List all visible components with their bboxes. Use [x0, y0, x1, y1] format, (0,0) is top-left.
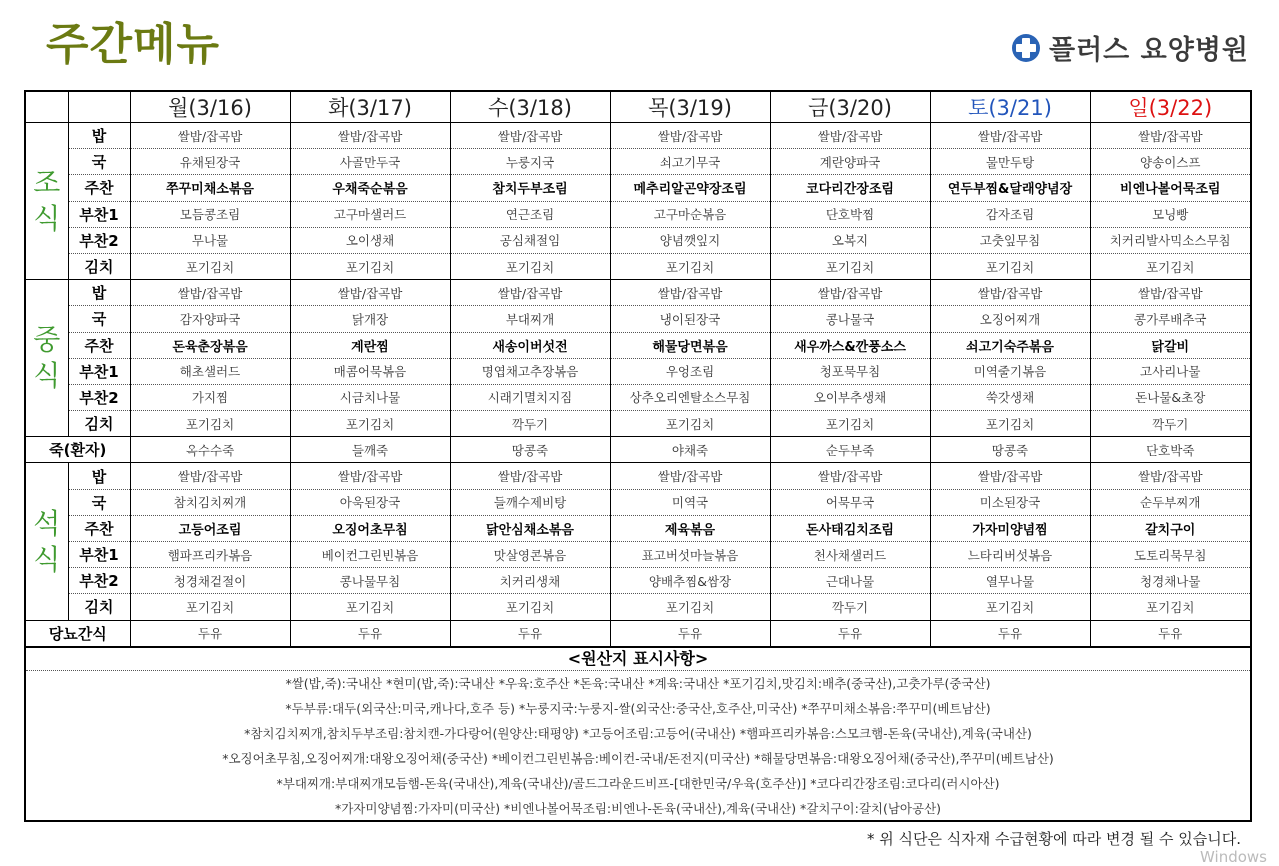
menu-cell: 쌀밥/잡곡밥 [1090, 123, 1250, 149]
table-row [26, 253, 1250, 279]
menu-cell: 닭개장 [290, 306, 450, 332]
table-row [26, 201, 1250, 227]
menu-cell: 청경채나물 [1090, 568, 1250, 594]
menu-cell: 청포묵무침 [770, 358, 930, 384]
table-row [26, 437, 1250, 463]
menu-cell: 새우까스&깐풍소스 [770, 332, 930, 358]
menu-cell: 닭갈비 [1090, 332, 1250, 358]
origin-title: <원산지 표시사항> [26, 648, 1250, 671]
menu-cell: 두유 [450, 620, 610, 646]
menu-cell: 포기김치 [930, 253, 1090, 279]
menu-cell: 들깨죽 [290, 437, 450, 463]
menu-cell: 가지찜 [130, 384, 290, 410]
menu-cell: 양배추찜&쌈장 [610, 568, 770, 594]
menu-cell: 고사리나물 [1090, 358, 1250, 384]
category-label: 부찬2 [68, 227, 130, 253]
menu-cell: 깍두기 [770, 594, 930, 620]
menu-cell: 계란찜 [290, 332, 450, 358]
menu-cell: 연두부찜&달래양념장 [930, 175, 1090, 201]
origin-line: *두부류:대두(외국산:미국,캐나다,호주 등) *누룽지국:누룽지-쌀(외국산:중국산,호주산,미국산) *쭈꾸미채소볶음:쭈꾸미(베트남산) [285, 700, 991, 716]
category-label: 김치 [68, 411, 130, 437]
menu-cell: 깍두기 [450, 411, 610, 437]
menu-cell: 쌀밥/잡곡밥 [450, 463, 610, 489]
menu-cell: 두유 [1090, 620, 1250, 646]
menu-cell: 포기김치 [290, 253, 450, 279]
menu-cell: 콩가루배추국 [1090, 306, 1250, 332]
menu-cell: 치커리생채 [450, 568, 610, 594]
hospital-brand [1011, 28, 1249, 67]
menu-cell: 천사채샐러드 [770, 542, 930, 568]
menu-cell: 포기김치 [930, 594, 1090, 620]
table-row [26, 542, 1250, 568]
menu-cell: 시래기멸치지짐 [450, 384, 610, 410]
menu-cell: 갈치구이 [1090, 515, 1250, 541]
menu-cell: 들깨수제비탕 [450, 489, 610, 515]
menu-cell: 사골만두국 [290, 149, 450, 175]
table-row [26, 149, 1250, 175]
menu-cell: 느타리버섯볶음 [930, 542, 1090, 568]
menu-cell: 쌀밥/잡곡밥 [290, 280, 450, 306]
menu-cell: 베이컨그린빈볶음 [290, 542, 450, 568]
table-row [26, 384, 1250, 410]
menu-cell: 도토리묵무침 [1090, 542, 1250, 568]
menu-cell: 쌀밥/잡곡밥 [290, 123, 450, 149]
header-blank-category [68, 92, 130, 123]
menu-cell: 열무나물 [930, 568, 1090, 594]
table-row [26, 280, 1250, 306]
menu-cell: 냉이된장국 [610, 306, 770, 332]
menu-cell: 쌀밥/잡곡밥 [610, 463, 770, 489]
day-header: 월(3/16) [130, 92, 290, 123]
origin-section [26, 647, 1250, 821]
menu-cell: 쌀밥/잡곡밥 [1090, 280, 1250, 306]
menu-cell: 오이생채 [290, 227, 450, 253]
menu-cell: 쌀밥/잡곡밥 [450, 123, 610, 149]
menu-cell: 두유 [930, 620, 1090, 646]
category-label: 김치 [68, 594, 130, 620]
table-row [26, 411, 1250, 437]
menu-cell: 미역줄기볶음 [930, 358, 1090, 384]
menu-cell: 단호박찜 [770, 201, 930, 227]
menu-cell: 콩나물국 [770, 306, 930, 332]
menu-cell: 청경채겉절이 [130, 568, 290, 594]
menu-cell: 두유 [610, 620, 770, 646]
origin-line: *부대찌개:부대찌개모듬햄-돈육(국내산),계육(국내산)/골드그라운드비프-[대한민국/우육(호주산)] *코다리간장조림:코다리(러시아산) [276, 775, 1000, 791]
menu-cell: 근대나물 [770, 568, 930, 594]
table-row [26, 568, 1250, 594]
menu-cell: 오이부추생채 [770, 384, 930, 410]
page-title: 주간메뉴 [46, 19, 221, 70]
table-row [26, 332, 1250, 358]
meal-label: 당뇨간식 [26, 620, 130, 646]
menu-cell: 오복지 [770, 227, 930, 253]
table-row [26, 515, 1250, 541]
menu-cell: 쌀밥/잡곡밥 [610, 123, 770, 149]
menu-cell: 땅콩죽 [450, 437, 610, 463]
menu-cell: 모듬콩조림 [130, 201, 290, 227]
day-header: 화(3/17) [290, 92, 450, 123]
windows-watermark: Windows [1200, 848, 1267, 866]
menu-cell: 돈사태김치조림 [770, 515, 930, 541]
category-label: 부찬1 [68, 201, 130, 227]
category-label: 주찬 [68, 175, 130, 201]
menu-cell: 포기김치 [1090, 594, 1250, 620]
menu-cell: 감자양파국 [130, 306, 290, 332]
menu-cell: 부대찌개 [450, 306, 610, 332]
menu-cell: 상추오리엔탈소스무침 [610, 384, 770, 410]
menu-cell: 쌀밥/잡곡밥 [130, 463, 290, 489]
menu-cell: 순두부죽 [770, 437, 930, 463]
origin-line: *쌀(밥,죽):국내산 *현미(밥,죽):국내산 *우육:호주산 *돈육:국내산 *계육:국내산 *포기김치,맛김치:배추(중국산),고춧가루(중국산) [285, 675, 991, 691]
menu-cell: 땅콩죽 [930, 437, 1090, 463]
menu-cell: 어묵무국 [770, 489, 930, 515]
menu-cell: 쑥갓생채 [930, 384, 1090, 410]
category-label: 밥 [68, 123, 130, 149]
menu-cell: 코다리간장조림 [770, 175, 930, 201]
menu-cell: 야채죽 [610, 437, 770, 463]
menu-cell: 포기김치 [130, 253, 290, 279]
category-label: 국 [68, 489, 130, 515]
menu-cell: 쌀밥/잡곡밥 [770, 280, 930, 306]
menu-cell: 시금치나물 [290, 384, 450, 410]
table-row [26, 306, 1250, 332]
menu-cell: 감자조림 [930, 201, 1090, 227]
menu-cell: 무나물 [130, 227, 290, 253]
meal-label: 죽(환자) [26, 437, 130, 463]
menu-cell: 쌀밥/잡곡밥 [930, 123, 1090, 149]
menu-cell: 쌀밥/잡곡밥 [930, 463, 1090, 489]
menu-cell: 깍두기 [1090, 411, 1250, 437]
menu-cell: 두유 [770, 620, 930, 646]
menu-cell: 햄파프리카볶음 [130, 542, 290, 568]
menu-cell: 매콤어묵볶음 [290, 358, 450, 384]
day-header: 목(3/19) [610, 92, 770, 123]
menu-cell: 누룽지국 [450, 149, 610, 175]
menu-cell: 메추리알곤약장조림 [610, 175, 770, 201]
menu-cell: 순두부찌개 [1090, 489, 1250, 515]
category-label: 부찬2 [68, 384, 130, 410]
menu-cell: 아욱된장국 [290, 489, 450, 515]
table-row [26, 463, 1250, 489]
table-row [26, 175, 1250, 201]
menu-cell: 모닝빵 [1090, 201, 1250, 227]
menu-cell: 고춧잎무침 [930, 227, 1090, 253]
menu-cell: 쌀밥/잡곡밥 [290, 463, 450, 489]
category-label: 밥 [68, 280, 130, 306]
menu-cell: 돈나물&초장 [1090, 384, 1250, 410]
category-label: 국 [68, 306, 130, 332]
menu-cell: 포기김치 [610, 594, 770, 620]
table-row [26, 620, 1250, 646]
meal-label: 중식 [26, 280, 68, 437]
menu-cell: 양송이스프 [1090, 149, 1250, 175]
origin-line: *참치김치찌개,참치두부조림:참치캔-가다랑어(원양산:태평양) *고등어조림:고등어(국내산) *햄파프리카볶음:스모크햄-돈육(국내산),계육(국내산) [244, 725, 1032, 741]
menu-cell: 제육볶음 [610, 515, 770, 541]
category-label: 부찬2 [68, 568, 130, 594]
menu-cell: 포기김치 [450, 253, 610, 279]
menu-cell: 쌀밥/잡곡밥 [930, 280, 1090, 306]
menu-cell: 두유 [130, 620, 290, 646]
menu-cell: 쭈꾸미채소볶음 [130, 175, 290, 201]
menu-cell: 표고버섯마늘볶음 [610, 542, 770, 568]
menu-cell: 포기김치 [930, 411, 1090, 437]
table-row [26, 594, 1250, 620]
menu-cell: 비엔나볼어묵조림 [1090, 175, 1250, 201]
menu-cell: 포기김치 [450, 594, 610, 620]
menu-cell: 참치두부조림 [450, 175, 610, 201]
menu-cell: 돈육춘장볶음 [130, 332, 290, 358]
menu-cell: 포기김치 [290, 411, 450, 437]
menu-cell: 오징어초무침 [290, 515, 450, 541]
day-header: 일(3/22) [1090, 92, 1250, 123]
menu-cell: 고등어조림 [130, 515, 290, 541]
menu-cell: 공심채절임 [450, 227, 610, 253]
category-label: 주찬 [68, 332, 130, 358]
menu-cell: 포기김치 [130, 594, 290, 620]
meal-label: 조식 [26, 123, 68, 280]
origin-line: *오징어초무침,오징어찌개:대왕오징어채(중국산) *베이컨그린빈볶음:베이컨-국내/돈전지(미국산) *해물당면볶음:대왕오징어채(중국산),쭈꾸미(베트남산) [222, 750, 1054, 766]
medical-cross-icon [1011, 33, 1041, 63]
menu-cell: 단호박죽 [1090, 437, 1250, 463]
menu-cell: 포기김치 [610, 253, 770, 279]
menu-cell: 양념깻잎지 [610, 227, 770, 253]
day-header: 수(3/18) [450, 92, 610, 123]
menu-cell: 우엉조림 [610, 358, 770, 384]
day-header: 금(3/20) [770, 92, 930, 123]
menu-cell: 계란양파국 [770, 149, 930, 175]
menu-cell: 물만두탕 [930, 149, 1090, 175]
category-label: 부찬1 [68, 542, 130, 568]
menu-cell: 쌀밥/잡곡밥 [450, 280, 610, 306]
origin-line: *가자미양념찜:가자미(미국산) *비엔나볼어묵조림:비엔나-돈육(국내산),계육(국내산) *갈치구이:갈치(남아공산) [334, 800, 942, 816]
menu-cell: 해물당면볶음 [610, 332, 770, 358]
menu-cell: 쌀밥/잡곡밥 [770, 123, 930, 149]
table-row [26, 227, 1250, 253]
menu-cell: 포기김치 [770, 411, 930, 437]
menu-cell: 쇠고기숙주볶음 [930, 332, 1090, 358]
menu-cell: 새송이버섯전 [450, 332, 610, 358]
menu-cell: 포기김치 [1090, 253, 1250, 279]
menu-cell: 포기김치 [610, 411, 770, 437]
menu-cell: 두유 [290, 620, 450, 646]
menu-cell: 미역국 [610, 489, 770, 515]
day-header: 토(3/21) [930, 92, 1090, 123]
menu-cell: 고구마샐러드 [290, 201, 450, 227]
menu-cell: 명엽채고추장볶음 [450, 358, 610, 384]
menu-cell: 콩나물무침 [290, 568, 450, 594]
category-label: 부찬1 [68, 358, 130, 384]
menu-cell: 닭안심채소볶음 [450, 515, 610, 541]
footnote: * 위 식단은 식자재 수급현황에 따라 변경 될 수 있습니다. [867, 830, 1241, 848]
menu-cell: 포기김치 [770, 253, 930, 279]
menu-cell: 쇠고기무국 [610, 149, 770, 175]
category-label: 주찬 [68, 515, 130, 541]
header-blank [26, 92, 68, 123]
menu-cell: 해초샐러드 [130, 358, 290, 384]
menu-cell: 쌀밥/잡곡밥 [130, 280, 290, 306]
menu-cell: 맛살영콘볶음 [450, 542, 610, 568]
category-label: 김치 [68, 253, 130, 279]
menu-cell: 우채죽순볶음 [290, 175, 450, 201]
menu-cell: 치커리발사믹소스무침 [1090, 227, 1250, 253]
menu-cell: 미소된장국 [930, 489, 1090, 515]
menu-cell: 포기김치 [130, 411, 290, 437]
menu-cell: 쌀밥/잡곡밥 [1090, 463, 1250, 489]
table-row [26, 489, 1250, 515]
weekly-menu-table [24, 90, 1252, 822]
meal-label: 석식 [26, 463, 68, 620]
hospital-name: 플러스 요양병원 [1049, 35, 1249, 66]
menu-cell: 연근조림 [450, 201, 610, 227]
menu-cell: 가자미양념찜 [930, 515, 1090, 541]
category-label: 국 [68, 149, 130, 175]
menu-cell: 쌀밥/잡곡밥 [610, 280, 770, 306]
menu-cell: 고구마순볶음 [610, 201, 770, 227]
table-row [26, 358, 1250, 384]
menu-cell: 쌀밥/잡곡밥 [770, 463, 930, 489]
menu-cell: 포기김치 [290, 594, 450, 620]
menu-cell: 쌀밥/잡곡밥 [130, 123, 290, 149]
menu-cell: 옥수수죽 [130, 437, 290, 463]
menu-cell: 오징어찌개 [930, 306, 1090, 332]
menu-cell: 참치김치찌개 [130, 489, 290, 515]
category-label: 밥 [68, 463, 130, 489]
table-row [26, 123, 1250, 149]
menu-cell: 유채된장국 [130, 149, 290, 175]
